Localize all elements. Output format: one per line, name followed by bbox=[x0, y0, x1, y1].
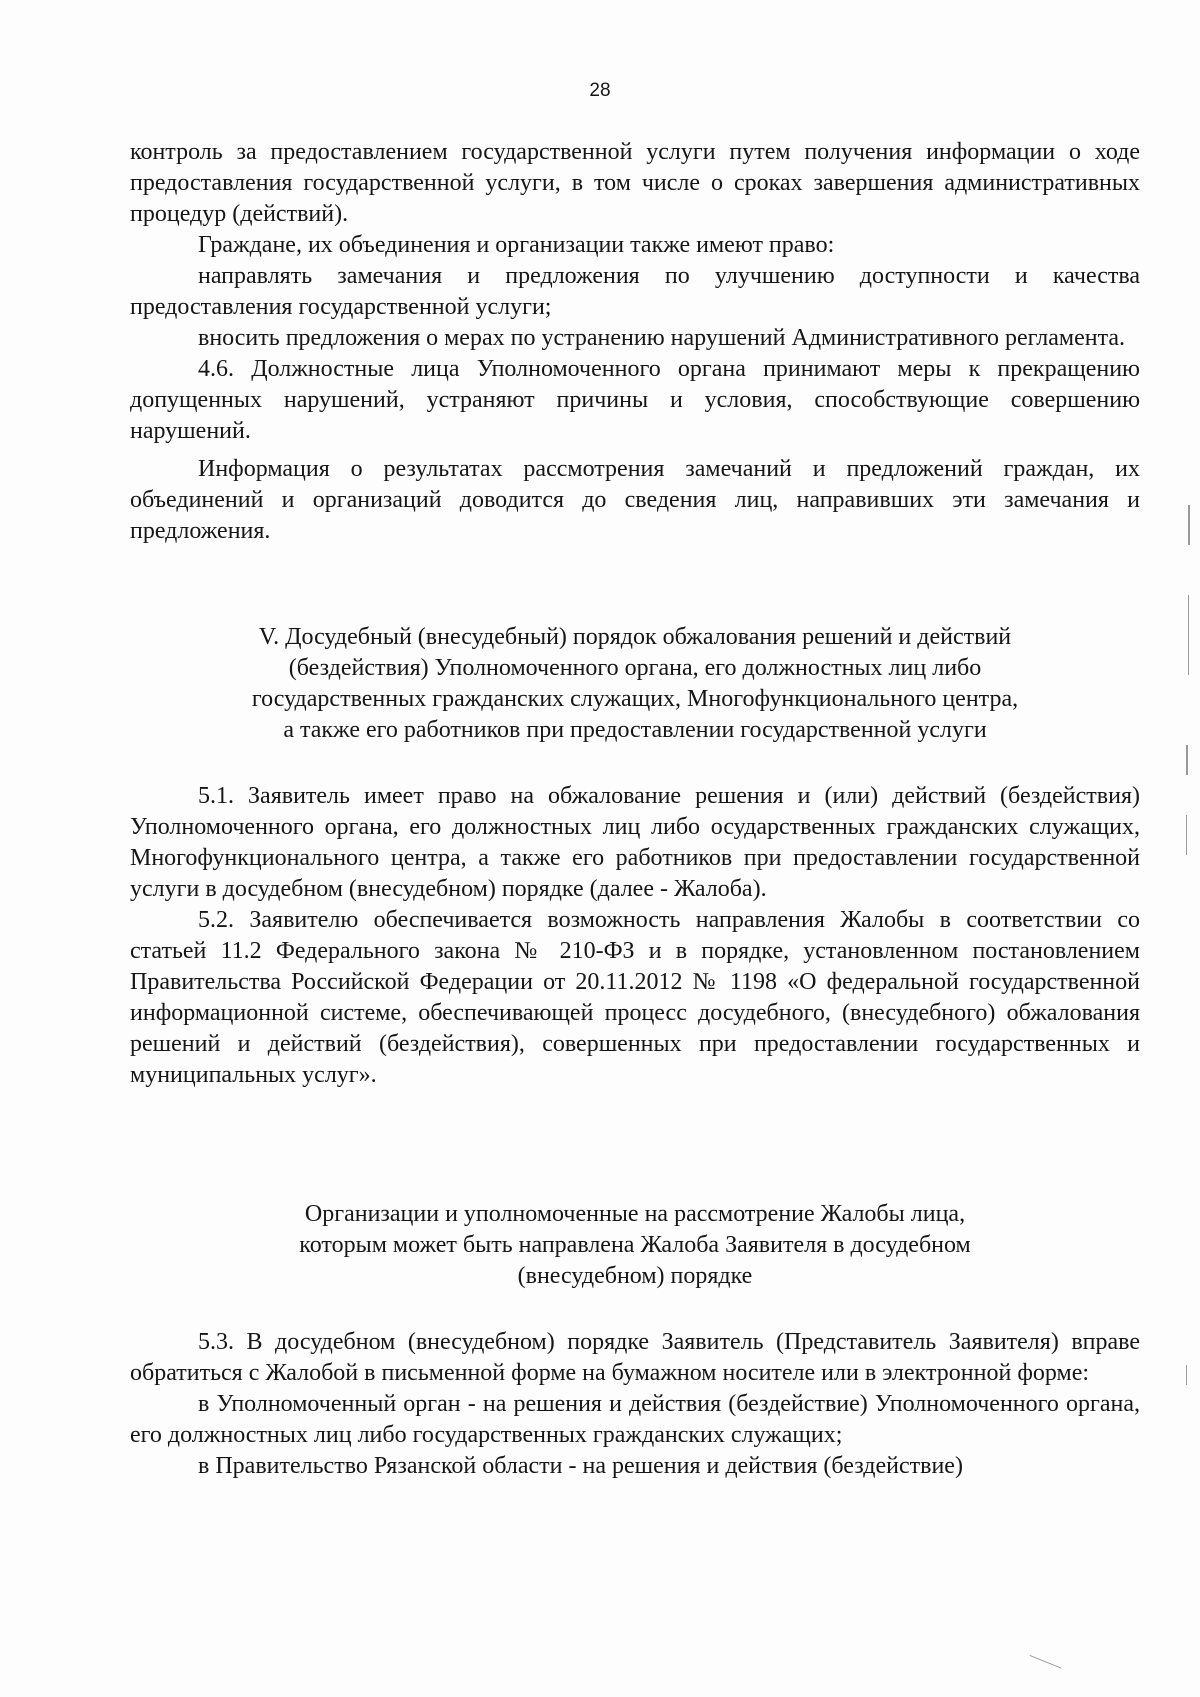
paragraph-5-2: 5.2. Заявителю обеспечивается возможность направления Жалобы в соответствии со статьей 11.2 Федерального закона № 210-ФЗ и в порядке, установленном постановлением Правительства Российской Федерации от 20.11.2012 № 1198 «О федеральной государственной информационной системе, обеспечивающей процесс досудебного, (внесудебного) обжалования решений и действий (бездействия), совершенных при предоставлении государственных и муниципальных услуг». bbox=[130, 907, 1140, 1088]
paragraph: в Уполномоченный орган - на решения и действия (бездействие) Уполномоченного органа, его должностных лиц либо государственных гражданских служащих; bbox=[130, 1391, 1140, 1448]
heading-line: V. Досудебный (внесудебный) порядок обжалования решений и действий bbox=[258, 624, 1012, 650]
paragraph-5-3: 5.3. В досудебном (внесудебном) порядке Заявитель (Представитель Заявителя) вправе обратиться с Жалобой в письменной форме на бумажном носителе или в электронной форме: bbox=[130, 1329, 1140, 1386]
scan-artifact bbox=[1030, 1655, 1062, 1669]
scan-artifact bbox=[1186, 1365, 1187, 1385]
heading-line: а также его работников при предоставлении государственной услуги bbox=[283, 717, 987, 743]
paragraph: Информация о результатах рассмотрения замечаний и предложений граждан, их объединений и организаций доводится до сведения лиц, направивших эти замечания и предложения. bbox=[130, 456, 1140, 544]
scan-artifact bbox=[1186, 745, 1188, 775]
paragraph-5-1: 5.1. Заявитель имеет право на обжалование решения и (или) действий (бездействия) Уполномоченного органа, его должностных лиц либо осударственных гражданских служащих, Многофункционального центра, а также его работников при предоставлении государственной услуги в досудебном (внесудебном) порядке (далее - Жалоба). bbox=[130, 783, 1140, 902]
section-v-heading bbox=[130, 622, 1140, 746]
paragraph: в Правительство Рязанской области - на решения и действия (бездействие) bbox=[198, 1453, 963, 1479]
paragraph-4-6: 4.6. Должностные лица Уполномоченного органа принимают меры к прекращению допущенных нарушений, устраняют причины и условия, способствующие совершению нарушений. bbox=[130, 356, 1140, 444]
heading-line: (бездействия) Уполномоченного органа, его должностных лиц либо bbox=[288, 655, 982, 681]
paragraph: направлять замечания и предложения по улучшению доступности и качества предоставления государственной услуги; bbox=[130, 263, 1140, 320]
page-number: 28 bbox=[589, 80, 611, 101]
scan-artifact bbox=[1188, 505, 1190, 545]
heading-line: Организации и уполномоченные на рассмотрение Жалобы лица, bbox=[304, 1201, 966, 1227]
paragraph: вносить предложения о мерах по устранению нарушений Административного регламента. bbox=[198, 325, 1125, 351]
paragraph: контроль за предоставлением государственной услуги путем получения информации о ходе предоставления государственной услуги, в том числе о сроках завершения административных процедур (действий). bbox=[130, 139, 1140, 227]
body-block-monitoring bbox=[130, 137, 1140, 547]
heading-line: которым может быть направлена Жалоба Заявителя в досудебном bbox=[299, 1232, 971, 1258]
body-block-appeal-right bbox=[130, 781, 1140, 1091]
body-block-complaint-routes bbox=[130, 1327, 1140, 1482]
scan-artifact bbox=[1186, 815, 1187, 855]
scan-artifact bbox=[1188, 595, 1189, 675]
heading-line: (внесудебном) порядке bbox=[517, 1263, 753, 1289]
heading-line: государственных гражданских служащих, Многофункционального центра, bbox=[251, 686, 1019, 712]
subsection-heading bbox=[130, 1199, 1140, 1292]
paragraph: Граждане, их объединения и организации также имеют право: bbox=[198, 232, 835, 258]
